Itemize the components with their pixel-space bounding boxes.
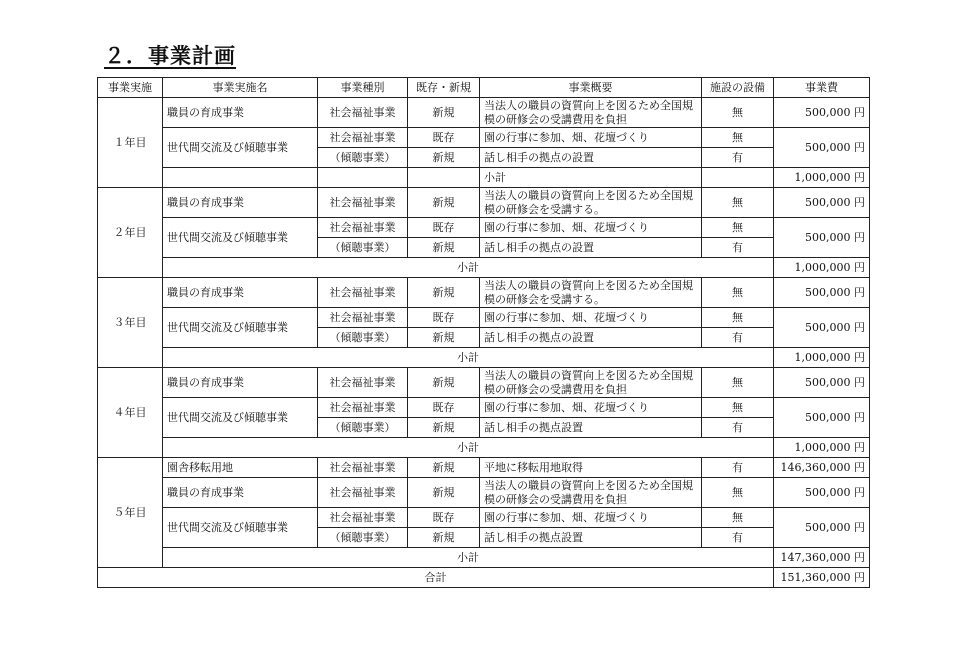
year-label: ２年目 [98, 188, 163, 278]
facility-flag: 無 [702, 508, 774, 528]
project-cost: 500,000 円 [774, 398, 870, 438]
project-type: 社会福祉事業 [318, 398, 408, 418]
header-cost: 事業費 [774, 78, 870, 98]
project-name: 職員の育成事業 [163, 478, 318, 508]
facility-flag: 有 [702, 238, 774, 258]
subtotal-row [98, 548, 870, 568]
subtotal-value: 147,360,000 円 [774, 548, 870, 568]
subtotal-label: 小計 [163, 438, 774, 458]
year-label: ３年目 [98, 278, 163, 368]
subtotal-value: 1,000,000 円 [774, 168, 870, 188]
project-status: 新規 [408, 458, 480, 478]
facility-flag: 有 [702, 528, 774, 548]
project-name: 世代間交流及び傾聴事業 [163, 218, 318, 258]
project-name: 世代間交流及び傾聴事業 [163, 128, 318, 168]
project-cost: 500,000 円 [774, 218, 870, 258]
project-summary: 園の行事に参加、畑、花壇づくり [480, 398, 702, 418]
header-summary: 事業概要 [480, 78, 702, 98]
facility-flag: 無 [702, 98, 774, 128]
project-summary: 園の行事に参加、畑、花壇づくり [480, 218, 702, 238]
facility-flag: 無 [702, 278, 774, 308]
facility-flag: 無 [702, 128, 774, 148]
project-status: 新規 [408, 528, 480, 548]
project-summary: 当法人の職員の資質向上を図るため全国規模の研修会の受講費用を負担 [480, 98, 702, 128]
project-summary: 園の行事に参加、畑、花壇づくり [480, 508, 702, 528]
project-status: 既存 [408, 218, 480, 238]
project-type: 社会福祉事業 [318, 508, 408, 528]
project-status: 新規 [408, 278, 480, 308]
project-cost: 500,000 円 [774, 368, 870, 398]
subtotal-row [98, 168, 870, 188]
total-label: 合計 [98, 568, 774, 588]
project-type: 社会福祉事業 [318, 218, 408, 238]
project-summary: 園の行事に参加、畑、花壇づくり [480, 308, 702, 328]
project-summary: 話し相手の拠点の設置 [480, 328, 702, 348]
subtotal-label: 小計 [163, 258, 774, 278]
subtotal-row [98, 348, 870, 368]
project-name: 世代間交流及び傾聴事業 [163, 308, 318, 348]
project-type: （傾聴事業） [318, 328, 408, 348]
year-label: ４年目 [98, 368, 163, 458]
table-header-row [98, 78, 870, 98]
table-row [98, 508, 870, 528]
project-cost: 500,000 円 [774, 478, 870, 508]
table-row [98, 368, 870, 398]
facility-flag: 有 [702, 328, 774, 348]
subtotal-value: 1,000,000 円 [774, 258, 870, 278]
year-label: １年目 [98, 98, 163, 188]
subtotal-row [98, 258, 870, 278]
project-status: 新規 [408, 238, 480, 258]
project-status: 新規 [408, 98, 480, 128]
project-name: 職員の育成事業 [163, 278, 318, 308]
project-type: 社会福祉事業 [318, 128, 408, 148]
table-row [98, 458, 870, 478]
facility-flag: 有 [702, 458, 774, 478]
project-summary: 園の行事に参加、畑、花壇づくり [480, 128, 702, 148]
project-summary: 話し相手の拠点の設置 [480, 148, 702, 168]
facility-flag: 無 [702, 218, 774, 238]
table-row [98, 278, 870, 308]
facility-flag: 有 [702, 148, 774, 168]
project-status: 新規 [408, 418, 480, 438]
facility-flag: 無 [702, 398, 774, 418]
table-row [98, 188, 870, 218]
facility-flag: 有 [702, 418, 774, 438]
project-type: 社会福祉事業 [318, 98, 408, 128]
subtotal-row [98, 438, 870, 458]
project-type: 社会福祉事業 [318, 368, 408, 398]
subtotal-label: 小計 [480, 168, 702, 188]
project-status: 新規 [408, 478, 480, 508]
project-cost: 500,000 円 [774, 188, 870, 218]
facility-flag: 無 [702, 478, 774, 508]
project-cost: 500,000 円 [774, 508, 870, 548]
total-value: 151,360,000 円 [774, 568, 870, 588]
subtotal-value: 1,000,000 円 [774, 348, 870, 368]
subtotal-label: 小計 [163, 348, 774, 368]
subtotal-label: 小計 [163, 548, 774, 568]
table-row [98, 398, 870, 418]
year-label: ５年目 [98, 458, 163, 568]
project-type: （傾聴事業） [318, 148, 408, 168]
project-type: （傾聴事業） [318, 528, 408, 548]
project-cost: 500,000 円 [774, 308, 870, 348]
project-name: 世代間交流及び傾聴事業 [163, 398, 318, 438]
project-cost: 500,000 円 [774, 98, 870, 128]
project-summary: 当法人の職員の資質向上を図るため全国規模の研修会の受講費用を負担 [480, 478, 702, 508]
facility-flag: 無 [702, 308, 774, 328]
header-name: 事業実施名 [163, 78, 318, 98]
project-cost: 500,000 円 [774, 278, 870, 308]
project-name: 職員の育成事業 [163, 368, 318, 398]
project-type: 社会福祉事業 [318, 188, 408, 218]
project-type: （傾聴事業） [318, 238, 408, 258]
table-row [98, 128, 870, 148]
project-status: 新規 [408, 328, 480, 348]
table-row [98, 218, 870, 238]
project-cost: 146,360,000 円 [774, 458, 870, 478]
project-name: 職員の育成事業 [163, 188, 318, 218]
project-name: 職員の育成事業 [163, 98, 318, 128]
table-row [98, 308, 870, 328]
project-cost: 500,000 円 [774, 128, 870, 168]
project-status: 既存 [408, 398, 480, 418]
project-name: 世代間交流及び傾聴事業 [163, 508, 318, 548]
project-summary: 当法人の職員の資質向上を図るため全国規模の研修会を受講する。 [480, 188, 702, 218]
header-status: 既存・新規 [408, 78, 480, 98]
project-type: （傾聴事業） [318, 418, 408, 438]
facility-flag: 無 [702, 368, 774, 398]
project-type: 社会福祉事業 [318, 308, 408, 328]
project-name: 園舎移転用地 [163, 458, 318, 478]
project-summary: 平地に移転用地取得 [480, 458, 702, 478]
project-status: 既存 [408, 128, 480, 148]
project-summary: 話し相手の拠点設置 [480, 418, 702, 438]
business-plan-table [97, 77, 870, 588]
project-type: 社会福祉事業 [318, 278, 408, 308]
project-summary: 当法人の職員の資質向上を図るため全国規模の研修会を受講する。 [480, 278, 702, 308]
project-type: 社会福祉事業 [318, 458, 408, 478]
project-status: 既存 [408, 508, 480, 528]
project-status: 新規 [408, 188, 480, 218]
project-summary: 話し相手の拠点の設置 [480, 238, 702, 258]
table-row [98, 98, 870, 128]
facility-flag: 無 [702, 188, 774, 218]
page-title: ２．事業計画 [104, 44, 236, 68]
project-summary: 話し相手の拠点設置 [480, 528, 702, 548]
project-status: 新規 [408, 148, 480, 168]
header-type: 事業種別 [318, 78, 408, 98]
header-facility: 施設の設備 [702, 78, 774, 98]
project-type: 社会福祉事業 [318, 478, 408, 508]
project-summary: 当法人の職員の資質向上を図るため全国規模の研修会の受講費用を負担 [480, 368, 702, 398]
total-row [98, 568, 870, 588]
header-year: 事業実施 [98, 78, 163, 98]
table-row [98, 478, 870, 508]
project-status: 既存 [408, 308, 480, 328]
project-status: 新規 [408, 368, 480, 398]
subtotal-value: 1,000,000 円 [774, 438, 870, 458]
